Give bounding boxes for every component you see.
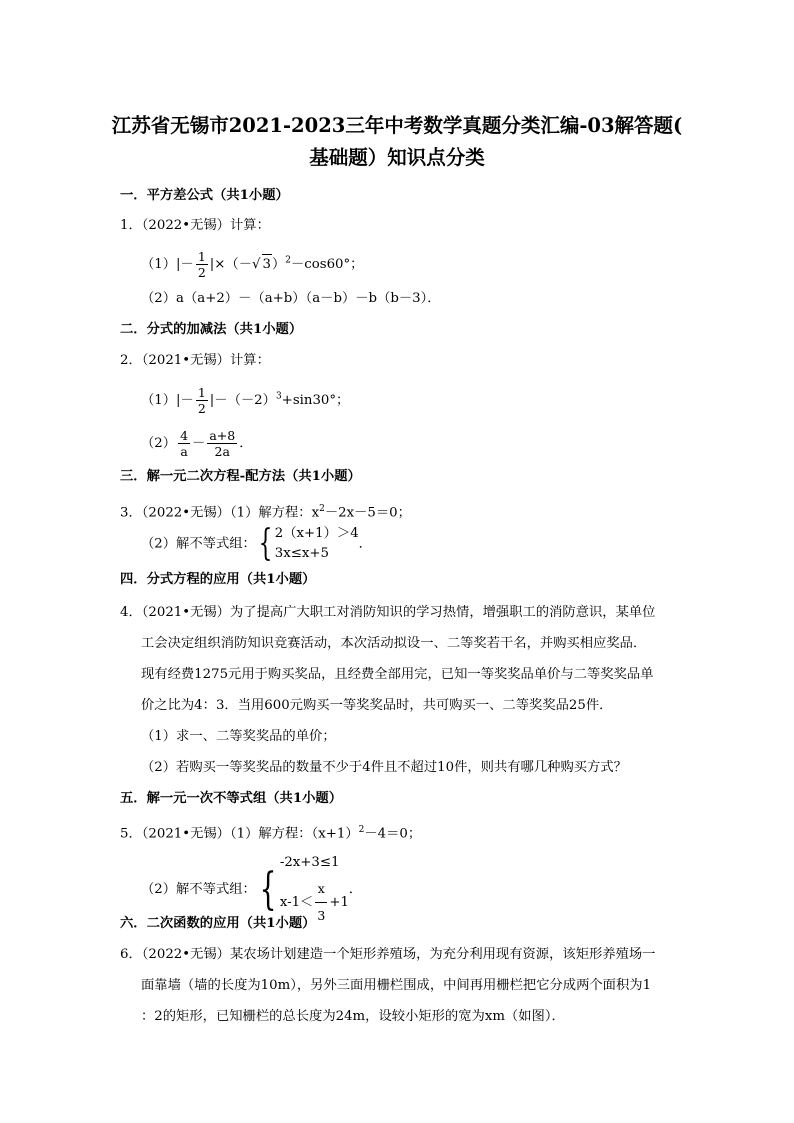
section-heading-3: 三．解一元二次方程-配方法（共1小题） [120, 469, 361, 484]
section-heading-4: 四．分式方程的应用（共1小题） [120, 572, 316, 587]
question-4-line-2: 工会决定组织消防知识竞赛活动，本次活动拟设一、二等奖若干名，并购买相应奖品． [141, 636, 647, 651]
question-4-line-3: 现有经费1275元用于购买奖品，且经费全部用完，已知一等奖奖品单价与二等奖奖品单 [141, 667, 654, 682]
question-4-line-1: 4．（2021•无锡）为了提高广大职工对消防知识的学习热情，增强职工的消防意识，某单位 [120, 605, 656, 620]
question-4-part-2: （2）若购买一等奖奖品的数量不少于4件且不超过10件，则共有哪几种购买方式？ [141, 760, 627, 775]
question-3-stem: 3．（2022•无锡）（1）解方程：$x^2-2x-5=0$； [120, 504, 411, 521]
question-2-part-2: （2） $\frac{4}{a}$ － $\frac{a+8}{2a}$ ． [141, 428, 253, 459]
section-heading-1: 一．平方差公式（共1小题） [120, 188, 289, 203]
fraction: $\frac{1}{2}$ [197, 249, 206, 280]
question-2-stem: 2．（2021•无锡）计算： [120, 353, 270, 368]
brace-icon: { [259, 863, 277, 915]
fraction: $\frac{4}{a}$ [180, 428, 189, 459]
document-title-line-2: 基础题）知识点分类 [309, 146, 485, 169]
brace-icon: { [258, 523, 273, 564]
question-1-part-2: （2）a（a+2）－（a+b）（a－b）－b（b－3）． [141, 291, 441, 306]
fraction: $\frac{1}{2}$ [197, 385, 206, 416]
question-1-stem: 1．（2022•无锡）计算： [120, 218, 270, 233]
section-heading-6: 六．二次函数的应用（共1小题） [120, 916, 316, 931]
question-6-line-2: 面靠墙（墙的长度为10m），另外三面用栅栏围成，中间再用栅栏把它分成两个面积为1 [141, 978, 652, 993]
fraction: $\frac{x}{3}$ [315, 876, 327, 929]
equation-system: { 2（x+1）＞4 3x≤x+5 [258, 523, 359, 564]
question-6-line-1: 6．（2022•无锡）某农场计划建造一个矩形养殖场，为充分利用现有资源，该矩形养殖场一 [120, 947, 656, 962]
section-heading-2: 二．分式的加减法（共1小题） [120, 322, 303, 337]
question-3-part-2: （2）解不等式组： { 2（x+1）＞4 3x≤x+5 ． [141, 523, 372, 564]
section-heading-5: 五．解一元一次不等式组（共1小题） [120, 791, 343, 806]
document-title-line-1: 江苏省无锡市2021-2023三年中考数学真题分类汇编-03解答题( [111, 114, 683, 137]
inequality-system: { -2x+3≤1 x-1＜ $\frac{x}{3}$ +1 [256, 850, 349, 929]
question-2-part-1: （1）|－ $\frac{1}{2}$ $|-(-2)^3+\sin 30^\circ$； [141, 385, 350, 416]
question-1-part-1: （1）|－ $\frac{1}{2}$ |×（－√ 3）$^2$－cos60°； [141, 249, 364, 280]
question-5-stem: 5．（2021•无锡）（1）解方程：$(x+1)^2-4=0$； [120, 825, 422, 842]
question-5-part-2: （2）解不等式组： { -2x+3≤1 x-1＜ $\frac{x}{3}$ +1 ． [141, 850, 362, 929]
question-4-line-4: 价之比为4：3．当用600元购买一等奖奖品时，共可购买一、二等奖奖品25件． [141, 698, 613, 713]
question-4-part-1: （1）求一、二等奖奖品的单价； [141, 729, 336, 744]
question-6-line-3: ：2的矩形，已知栅栏的总长度为24m，设较小矩形的宽为xm（如图）． [141, 1009, 565, 1024]
fraction: $\frac{a+8}{2a}$ [209, 428, 236, 459]
